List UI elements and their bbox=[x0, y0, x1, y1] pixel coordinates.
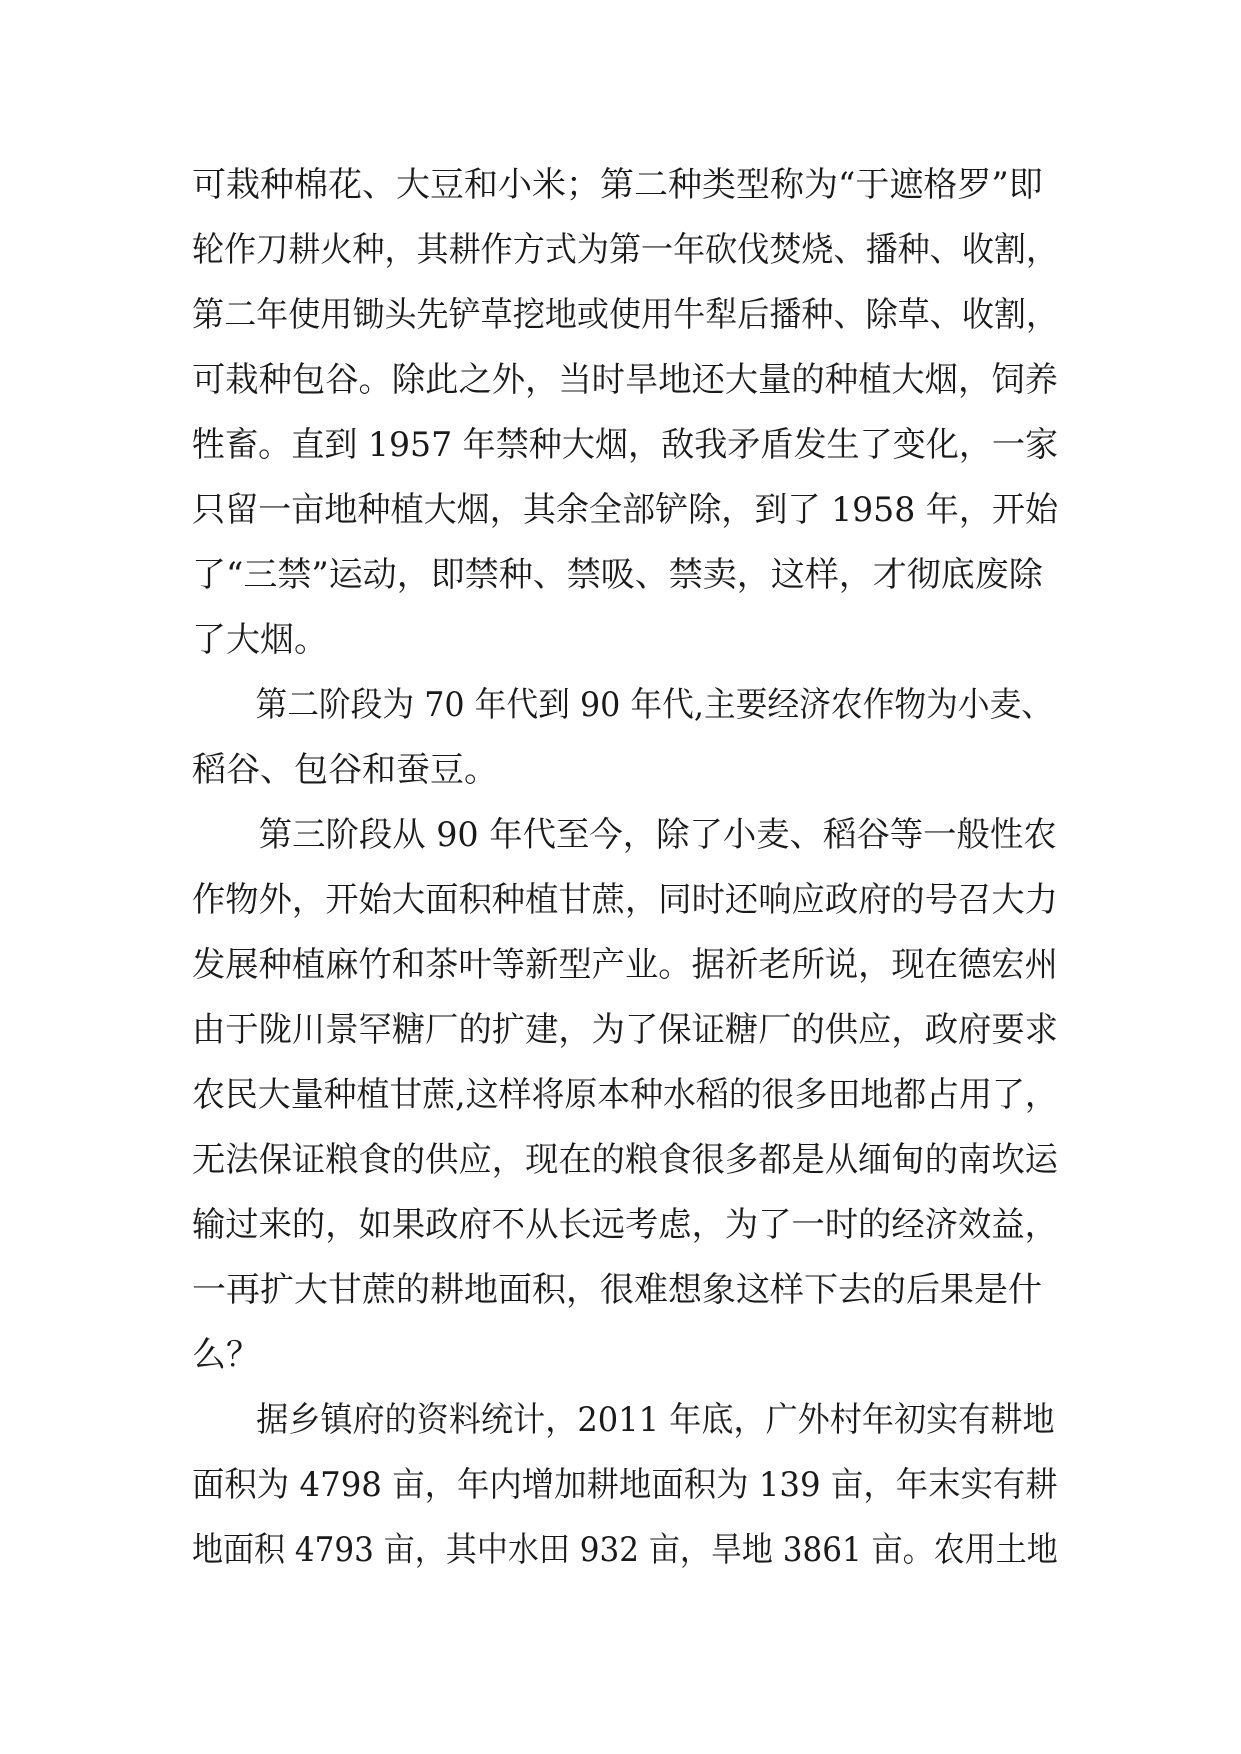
text-line: 只留一亩地种植大烟，其余全部铲除，到了 1958 年，开始 bbox=[192, 490, 1059, 530]
text-line: 一再扩大甘蔗的耕地面积，很难想象这样下去的后果是什 bbox=[192, 1270, 1042, 1310]
text-line: 农民大量种植甘蔗,这样将原本种水稻的很多田地都占用了， bbox=[192, 1075, 1058, 1115]
text-line: 可栽种包谷。除此之外，当时旱地还大量的种植大烟，饲养 bbox=[192, 360, 1058, 400]
paragraph-start-line: 第二阶段为 70 年代到 90 年代,主要经济农作物为小麦、 bbox=[255, 685, 1054, 725]
text-line: 作物外，开始大面积种植甘蔗，同时还响应政府的号召大力 bbox=[192, 880, 1058, 920]
paragraph-start-line: 据乡镇府的资料统计，2011 年底，广外村年初实有耕地 bbox=[256, 1400, 1055, 1440]
text-line: 由于陇川景罕糖厂的扩建，为了保证糖厂的供应，政府要求 bbox=[192, 1010, 1058, 1050]
text-line: 地面积 4793 亩，其中水田 932 亩，旱地 3861 亩。农用土地 bbox=[192, 1530, 1058, 1570]
text-line: 了“三禁”运动，即禁种、禁吸、禁卖，这样，才彻底废除 bbox=[192, 555, 1043, 595]
paragraph-start-line: 第三阶段从 90 年代至今，除了小麦、稻谷等一般性农 bbox=[258, 815, 1057, 855]
text-line: 发展种植麻竹和茶叶等新型产业。据祈老所说，现在德宏州 bbox=[192, 945, 1058, 985]
text-line: 么？ bbox=[192, 1335, 260, 1375]
text-line: 可栽种棉花、大豆和小米；第二种类型称为“于遮格罗”即 bbox=[192, 165, 1043, 205]
text-line: 牲畜。直到 1957 年禁种大烟，敌我矛盾发生了变化，一家 bbox=[192, 425, 1059, 465]
text-line: 第二年使用锄头先铲草挖地或使用牛犁后播种、除草、收割， bbox=[192, 295, 1059, 335]
text-line: 无法保证粮食的供应，现在的粮食很多都是从缅甸的南坎运 bbox=[192, 1140, 1058, 1180]
text-line: 稻谷、包谷和蚕豆。 bbox=[192, 750, 498, 790]
text-line: 输过来的，如果政府不从长远考虑，为了一时的经济效益， bbox=[192, 1205, 1058, 1245]
text-line: 面积为 4798 亩，年内增加耕地面积为 139 亩，年末实有耕 bbox=[192, 1465, 1058, 1505]
body-text bbox=[192, 153, 1058, 1583]
text-line: 了大烟。 bbox=[192, 620, 328, 660]
text-line: 轮作刀耕火种，其耕作方式为第一年砍伐焚烧、播种、收割， bbox=[192, 230, 1059, 270]
